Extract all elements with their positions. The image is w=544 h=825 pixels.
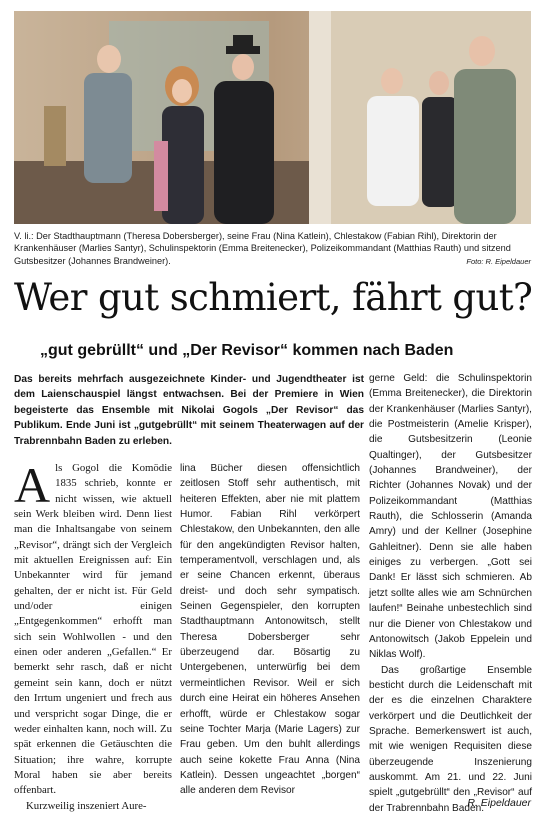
article-column-3 bbox=[369, 371, 532, 816]
photo-caption bbox=[14, 230, 531, 268]
col2-paragraph-1: lina Bücher diesen offensichtlich zeitlosen Stoff sehr authentisch, mit heiteren Effekten, aber nie mit plattem Humor. Fabian Rihl verkörpert Chlestakow, den Unbekannten, den alle für den angekündigten Revisor halten, temperamentvoll, verschlagen und, als er seine Chancen erkennt, überaus dreist- und doch sehr sympatisch. Seinen Gegenspieler, den korrupten Stadthauptmann Antonowitsch, stellt Theresa Dobersberger sehr überzeugend dar. Bösartig zu Untergebenen, unterwürfig bei dem vermeintlichen Revisor. Weil er sich durch eine Heirat ein höheres Ansehen erhofft, würde er Chlestakow sogar seine Tochter Marja (Marie Lagers) zur Frau geben. Um den buhlt allerdings auch seine kokette Frau Anna (Nina Katlein). Dessen ungeachtet „borgen“ alle anderen dem Revisor bbox=[180, 463, 360, 797]
photo-credit: Foto: R. Eipeldauer bbox=[466, 256, 531, 266]
col3-paragraph-1: gerne Geld: die Schulinspektorin (Emma Breitenecker), die Direktorin der Krankenhäuser (Marlies Santyr), die Postmeisterin (Amelie Krisper), die Gutsbesitzerin (Leonie Qualtinger), der Gutsbesitzer (Johannes Brandweiner), der Richter (Johannes Novak) und der Polizeikommandant (Matthias Rauth), die Schlosserin (Amanda Amry) und der Kellner (Josephine Gahleitner). Denn sie alle haben einiges zu verbergen. „Gott sei Dank! Er lässt sich schmieren. Ab jetzt sollte alles wie am Schnürchen laufen!“ Beinahe unbestechlich sind nur die Diener von Chlestakow und Antonowitsch (Jakob Eppelein und Niklas Wolf). bbox=[369, 373, 532, 661]
drop-cap: A bbox=[14, 457, 51, 513]
author-byline: R. Eipeldauer bbox=[467, 797, 531, 809]
headline: Wer gut schmiert, fährt gut? bbox=[14, 276, 533, 319]
caption-text: V. li.: Der Stadthauptmann (Theresa Dobersberger), seine Frau (Nina Katlein), Chlestakow (Fabian Rihl), Direktorin der Krankenhäuser (Marlies Santyr), Schulinspektorin (Emma Breitenecker), Polizeikommandant (Matthias Rauth) und sitzend Gutsbesitzer (Johannes Brandweiner). bbox=[14, 231, 511, 266]
col1-paragraph-1: ls Gogol die Komödie 1835 schrieb, konnte er nicht wissen, wie aktuell sein Werk bleiben wird. Denn liest man die Inhaltsangabe von seinem „Revisor“, drängt sich der Vergleich mit aktuellen Ereignissen auf: Ein Unbekannter wird für jemand gehalten, der er nicht ist. Für Geld und/oder einigen „Entgegenkommen“ erhofft man sich sein Wohlwollen - und den einen oder anderen „Gefallen.“ Er bemerkt sehr rasch, daß er nicht gemeint sein kann, doch er nützt den Irrtum ungeniert und frech aus und verspricht sogar Dinge, die er weder einhalten kann, noch will. Zu spät erkennen die Getäuschten die Situation; ihre wahre, korrupte Moral haben sie aber bereits offenbart. bbox=[14, 462, 172, 797]
subheadline: „gut gebrüllt“ und „Der Revisor“ kommen nach Baden bbox=[40, 342, 454, 359]
col3-paragraph-2: Das großartige Ensemble besticht durch die Leidenschaft mit der es die einzelnen Charaktere verkörpert und die Deutlichkeit der Sprache. Bemerkenswert ist auch, mit wie wenigen Requisiten diese überzeugende Inszenierung auskommt. Am 21. und 22. Juni spielt „gutgebrüllt“ den „Revisor“ auf der Trabrennbahn Baden. bbox=[369, 664, 532, 814]
col1-paragraph-2: Kurzweilig inszeniert Aure- bbox=[26, 799, 147, 812]
stage-photo-icon bbox=[14, 11, 531, 224]
stage-photo bbox=[14, 11, 531, 224]
article-column-2 bbox=[180, 461, 360, 799]
article-column-1 bbox=[14, 457, 172, 814]
lead-paragraph: Das bereits mehrfach ausgezeichnete Kinder- und Jugendtheater ist dem Laienschauspiel längst entwachsen. Bei der Premiere in Wien begeisterte das Ensemble mit Nikolai Gogols „Der Revisor“ das Publikum. Ende Juni ist „gutgebrüllt“ mit seinem Theaterwagen auf der Trabrennbahn Baden zu erleben. bbox=[14, 374, 364, 447]
